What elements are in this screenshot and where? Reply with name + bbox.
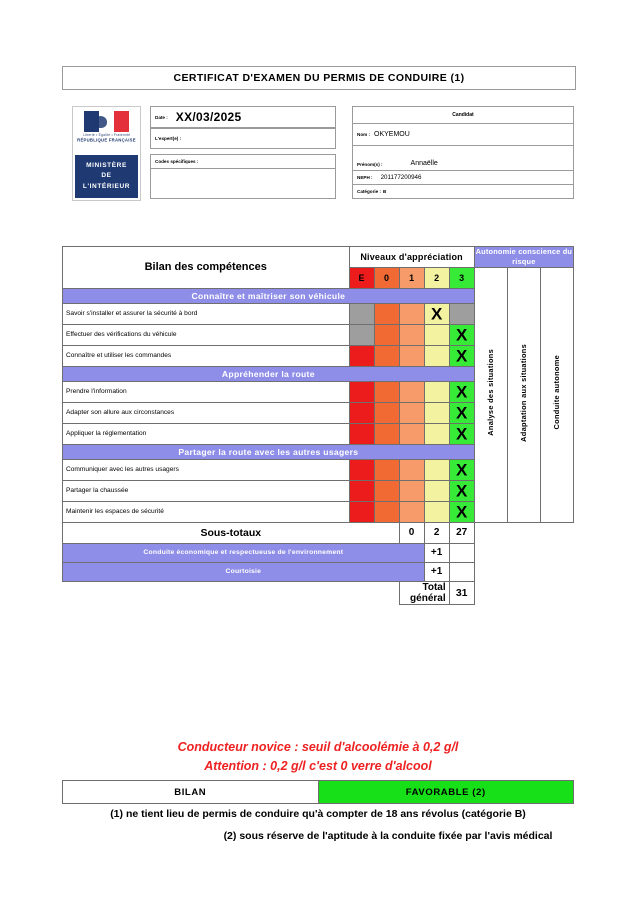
bonus-row-2 bbox=[63, 562, 574, 581]
assessment-mark: X bbox=[456, 325, 468, 345]
assessment-mark: X bbox=[456, 481, 468, 501]
section-title: Appréhender la route bbox=[63, 366, 475, 381]
rating-cell-1[interactable] bbox=[399, 303, 424, 324]
spacer-cell bbox=[474, 543, 507, 562]
ministry-logo bbox=[72, 106, 141, 201]
section-title: Connaître et maîtriser son véhicule bbox=[63, 288, 475, 303]
tricolor-flag-icon bbox=[84, 111, 130, 132]
rating-cell-1[interactable] bbox=[399, 402, 424, 423]
competency-label: Appliquer la réglementation bbox=[63, 423, 350, 444]
rating-cell-2[interactable] bbox=[424, 423, 449, 444]
competency-label: Effectuer des vérifications du véhicule bbox=[63, 324, 350, 345]
rating-cell-1[interactable] bbox=[399, 423, 424, 444]
candidate-neph-row bbox=[353, 171, 573, 185]
firstname-value: Annaëlle bbox=[410, 160, 438, 168]
page-title: CERTIFICAT D'EXAMEN DU PERMIS DE CONDUIRE (1) bbox=[173, 72, 465, 84]
candidate-category-row bbox=[353, 185, 573, 198]
assessment-mark: X bbox=[456, 346, 468, 366]
rating-cell-2[interactable] bbox=[424, 501, 449, 522]
rating-cell-E[interactable] bbox=[349, 324, 374, 345]
marianne-icon bbox=[94, 116, 107, 128]
document-title-box bbox=[62, 66, 576, 90]
competency-label: Connaître et utiliser les commandes bbox=[63, 345, 350, 366]
bonus-empty-cell bbox=[449, 543, 474, 562]
rating-cell-3[interactable] bbox=[449, 423, 474, 444]
rating-cell-3[interactable] bbox=[449, 402, 474, 423]
rating-cell-2[interactable] bbox=[424, 381, 449, 402]
rating-cell-E[interactable] bbox=[349, 381, 374, 402]
date-field-box bbox=[150, 106, 336, 128]
spacer-cell bbox=[507, 543, 540, 562]
autonomy-column-2: Adaptation aux situations bbox=[507, 267, 540, 522]
lastname-label: Nom : bbox=[357, 131, 371, 137]
date-value: XX/03/2025 bbox=[175, 110, 242, 124]
competency-label: Prendre l'information bbox=[63, 381, 350, 402]
autonomy-header: Autonomie conscience du risque bbox=[475, 247, 573, 266]
rating-cell-2[interactable] bbox=[424, 459, 449, 480]
rating-cell-3[interactable] bbox=[449, 303, 474, 324]
section-title: Partager la route avec les autres usagers bbox=[63, 444, 475, 459]
result-status-badge: FAVORABLE (2) bbox=[318, 781, 574, 804]
rating-cell-2[interactable] bbox=[424, 480, 449, 501]
candidate-lastname-row bbox=[353, 124, 573, 146]
rating-cell-2[interactable] bbox=[424, 303, 449, 324]
autonomy-column-1: Analyse des situations bbox=[474, 267, 507, 522]
rating-cell-E[interactable] bbox=[349, 402, 374, 423]
alcohol-warning-line1: Conducteur novice : seuil d'alcoolémie à 0,2 g/l bbox=[177, 740, 459, 754]
lastname-value: OKYEMOU bbox=[374, 130, 410, 138]
rating-cell-0[interactable] bbox=[374, 303, 399, 324]
assessment-mark: X bbox=[456, 403, 468, 423]
rating-cell-0[interactable] bbox=[374, 459, 399, 480]
rating-cell-3[interactable] bbox=[449, 324, 474, 345]
specific-codes-box bbox=[150, 154, 336, 199]
rating-cell-3[interactable] bbox=[449, 501, 474, 522]
result-table bbox=[62, 780, 574, 804]
level-label-0: 0 bbox=[374, 267, 399, 288]
candidate-section-title: Candidat bbox=[353, 107, 573, 124]
neph-value: 201177200946 bbox=[380, 174, 422, 182]
expert-field-box bbox=[150, 128, 336, 149]
rating-cell-0[interactable] bbox=[374, 480, 399, 501]
rating-cell-E[interactable] bbox=[349, 303, 374, 324]
neph-label: NEPH : bbox=[357, 175, 373, 181]
spacer-cell bbox=[474, 581, 507, 604]
total-row bbox=[63, 581, 574, 604]
subtotal-level-1: 0 bbox=[399, 522, 424, 543]
spacer-cell bbox=[474, 562, 507, 581]
bonus-empty-cell bbox=[449, 562, 474, 581]
assessment-mark: X bbox=[456, 460, 468, 480]
rating-cell-E[interactable] bbox=[349, 345, 374, 366]
competency-label: Communiquer avec les autres usagers bbox=[63, 459, 350, 480]
total-label: Total général bbox=[399, 581, 449, 604]
spacer-cell bbox=[540, 562, 573, 581]
rating-cell-E[interactable] bbox=[349, 459, 374, 480]
footnote-1: (1) ne tient lieu de permis de conduire qu'à compter de 18 ans révolus (catégorie B) bbox=[110, 808, 526, 820]
skills-table-title: Bilan des compétences bbox=[63, 247, 350, 289]
competency-label: Maintenir les espaces de sécurité bbox=[63, 501, 350, 522]
rating-cell-1[interactable] bbox=[399, 324, 424, 345]
rating-cell-0[interactable] bbox=[374, 345, 399, 366]
rating-cell-0[interactable] bbox=[374, 381, 399, 402]
date-label: Date : bbox=[155, 114, 168, 120]
assessment-mark: X bbox=[456, 502, 468, 522]
level-label-3: 3 bbox=[449, 267, 474, 288]
category-value: B bbox=[383, 189, 387, 195]
rating-cell-0[interactable] bbox=[374, 324, 399, 345]
rating-cell-3[interactable] bbox=[449, 345, 474, 366]
footnote-2: (2) sous réserve de l'aptitude à la conduite fixée par l'avis médical bbox=[223, 830, 553, 842]
subtotals-label: Sous-totaux bbox=[63, 522, 400, 543]
spacer-cell bbox=[63, 581, 400, 604]
bonus-value: +1 bbox=[424, 562, 449, 581]
rating-cell-1[interactable] bbox=[399, 459, 424, 480]
subtotal-level-2: 2 bbox=[424, 522, 449, 543]
level-label-2: 2 bbox=[424, 267, 449, 288]
rating-cell-2[interactable] bbox=[424, 345, 449, 366]
alcohol-warning bbox=[0, 738, 636, 776]
total-value: 31 bbox=[449, 581, 474, 604]
republic-motto: Liberté • Égalité • Fraternité bbox=[82, 133, 131, 137]
alcohol-warning-line2: Attention : 0,2 g/l c'est 0 verre d'alcool bbox=[204, 758, 432, 773]
french-flag-emblem bbox=[73, 107, 140, 153]
rating-cell-2[interactable] bbox=[424, 324, 449, 345]
ministry-block bbox=[75, 155, 138, 198]
category-label: Catégorie : bbox=[357, 189, 381, 195]
autonomy-column-3: Conduite autonome bbox=[540, 267, 573, 522]
republic-name: RÉPUBLIQUE FRANÇAISE bbox=[77, 137, 136, 142]
bonus-row-1 bbox=[63, 543, 574, 562]
rating-cell-0[interactable] bbox=[374, 423, 399, 444]
ministry-line-3: L'INTÉRIEUR bbox=[82, 182, 131, 190]
rating-cell-1[interactable] bbox=[399, 345, 424, 366]
rating-cell-1[interactable] bbox=[399, 501, 424, 522]
subtotals-row bbox=[63, 522, 574, 543]
level-label-1: 1 bbox=[399, 267, 424, 288]
candidate-box bbox=[352, 106, 574, 199]
rating-cell-3[interactable] bbox=[449, 480, 474, 501]
expert-label: L'expert(e) : bbox=[155, 136, 182, 141]
firstname-label: Prénom(s) : bbox=[357, 162, 383, 168]
rating-cell-E[interactable] bbox=[349, 480, 374, 501]
bonus-value: +1 bbox=[424, 543, 449, 562]
rating-cell-1[interactable] bbox=[399, 381, 424, 402]
levels-header: Niveaux d'appréciation bbox=[349, 247, 474, 268]
candidate-firstname-row bbox=[353, 146, 573, 172]
assessment-mark: X bbox=[456, 424, 468, 444]
competency-label: Savoir s'installer et assurer la sécurité à bord bbox=[63, 303, 350, 324]
skills-assessment-table bbox=[62, 246, 574, 605]
rating-cell-E[interactable] bbox=[349, 501, 374, 522]
rating-cell-3[interactable] bbox=[449, 459, 474, 480]
rating-cell-1[interactable] bbox=[399, 480, 424, 501]
competency-label: Partager la chaussée bbox=[63, 480, 350, 501]
assessment-mark: X bbox=[430, 304, 443, 324]
spacer-cell bbox=[540, 543, 573, 562]
subtotal-level-3: 27 bbox=[449, 522, 474, 543]
assessment-mark: X bbox=[456, 382, 468, 402]
level-label-E: E bbox=[349, 267, 374, 288]
specific-codes-label: Codes spécifiques : bbox=[155, 159, 199, 164]
ministry-line-1: MINISTÈRE bbox=[86, 162, 127, 170]
spacer-cell bbox=[540, 581, 573, 604]
rating-cell-2[interactable] bbox=[424, 402, 449, 423]
spacer-cell bbox=[507, 562, 540, 581]
bonus-label: Courtoisie bbox=[63, 562, 425, 581]
bonus-label: Conduite économique et respectueuse de l'environnement bbox=[63, 543, 425, 562]
rating-cell-3[interactable] bbox=[449, 381, 474, 402]
spacer-cell bbox=[507, 581, 540, 604]
rating-cell-E[interactable] bbox=[349, 423, 374, 444]
ministry-line-2: DE bbox=[101, 172, 112, 180]
rating-cell-0[interactable] bbox=[374, 402, 399, 423]
competency-label: Adapter son allure aux circonstances bbox=[63, 402, 350, 423]
table-header-row-1 bbox=[63, 247, 574, 268]
result-label: BILAN bbox=[63, 781, 319, 804]
rating-cell-0[interactable] bbox=[374, 501, 399, 522]
